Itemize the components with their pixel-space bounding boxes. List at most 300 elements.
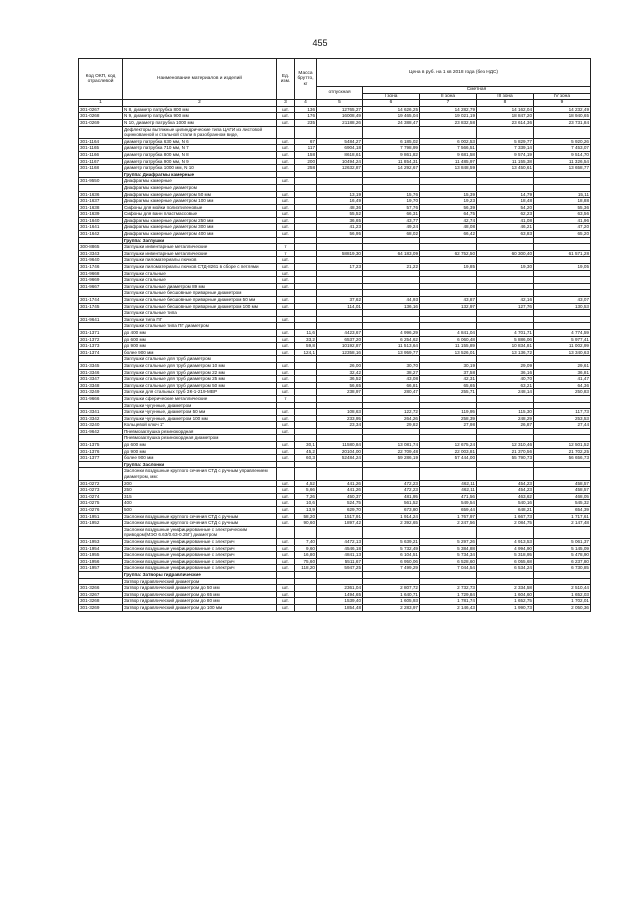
- cell-zone-3: [477, 356, 534, 363]
- cell-mass: [295, 356, 317, 363]
- cell-release-price: 5484,27: [317, 138, 363, 145]
- table-row: [79, 545, 591, 552]
- cell-unit: шт.: [277, 303, 295, 310]
- cell-name: до 400 мм: [123, 329, 277, 336]
- cell-zone-2: [420, 571, 477, 578]
- cell-unit: шт.: [277, 585, 295, 592]
- table-row: [79, 257, 591, 264]
- table-row: [79, 283, 591, 290]
- cell-code: 301-1374: [79, 349, 123, 356]
- cell-unit: шт.: [277, 106, 295, 113]
- cell-mass: [295, 604, 317, 611]
- cell-zone-1: 19,70: [363, 198, 420, 205]
- cell-zone-3: [477, 578, 534, 585]
- cell-zone-2: 462,11: [420, 480, 477, 487]
- cell-release-price: 12765,27: [317, 106, 363, 113]
- cell-code: 301-1746: [79, 264, 123, 271]
- cell-release-price: 21188,26: [317, 119, 363, 126]
- cell-zone-2: 1 729,84: [420, 591, 477, 598]
- cell-unit: [277, 323, 295, 330]
- cell-zone-4: [534, 290, 591, 297]
- cell-mass: 59,8: [295, 343, 317, 350]
- table-row: [79, 145, 591, 152]
- table-row: [79, 389, 591, 396]
- price-table: [78, 58, 591, 612]
- cell-code: 301-3346: [79, 369, 123, 376]
- cell-zone-3: 42,16: [477, 297, 534, 304]
- cell-zone-2: 42,31: [420, 376, 477, 383]
- cell-unit: шт.: [277, 500, 295, 507]
- cell-name: Сифоны для ванн пластмассовые: [123, 211, 277, 218]
- column-numbers-row: [79, 100, 591, 107]
- table-row: [79, 270, 591, 277]
- cell-zone-3: 6 055,68: [477, 558, 534, 565]
- cell-code: 301-0267: [79, 106, 123, 113]
- cell-zone-1: [363, 244, 420, 251]
- cell-zone-2: 6 528,60: [420, 558, 477, 565]
- cell-zone-3: 18 847,20: [477, 113, 534, 120]
- cell-zone-1: 5 732,49: [363, 545, 420, 552]
- cell-code: [79, 526, 123, 538]
- cell-unit: шт.: [277, 415, 295, 422]
- cell-mass: [295, 598, 317, 605]
- cell-zone-1: 136,16: [363, 303, 420, 310]
- cell-zone-2: 5 734,34: [420, 552, 477, 559]
- col-num: 5: [317, 100, 363, 107]
- cell-zone-4: 64,36: [534, 382, 591, 389]
- cell-zone-1: 673,80: [363, 507, 420, 514]
- cell-mass: [295, 191, 317, 198]
- col-num: 1: [79, 100, 123, 107]
- cell-zone-2: 549,54: [420, 500, 477, 507]
- table-row: [79, 191, 591, 198]
- cell-zone-4: 2 510,44: [534, 585, 591, 592]
- cell-zone-3: 127,76: [477, 303, 534, 310]
- cell-name: Заслонки воздушные унифицированные с электрическим приводом(МЭО 6.63/0.63-0.25Г) диаметром: [123, 526, 277, 538]
- cell-zone-2: 5 384,88: [420, 545, 477, 552]
- cell-zone-2: 119,95: [420, 409, 477, 416]
- cell-zone-3: [477, 257, 534, 264]
- cell-name: Затвор гидравлический диаметром до 65 мм: [123, 591, 277, 598]
- header-zone-1: I зона: [363, 93, 420, 100]
- cell-release-price: [317, 277, 363, 284]
- cell-name: 315: [123, 493, 277, 500]
- cell-zone-1: [363, 578, 420, 585]
- cell-zone-3: 1 667,73: [477, 513, 534, 520]
- col-num: 9: [534, 100, 591, 107]
- col-num: 7: [420, 100, 477, 107]
- cell-unit: шт.: [277, 316, 295, 323]
- cell-unit: шт.: [277, 119, 295, 126]
- cell-release-price: 1854,48: [317, 604, 363, 611]
- table-row: [79, 376, 591, 383]
- cell-zone-3: 11 155,38: [477, 158, 534, 165]
- cell-zone-2: 66,42: [420, 231, 477, 238]
- table-row: [79, 552, 591, 559]
- cell-name: более 900 мм: [123, 455, 277, 462]
- table-row: [79, 316, 591, 323]
- cell-mass: [295, 468, 317, 480]
- cell-zone-2: 7 044,54: [420, 565, 477, 572]
- cell-zone-3: [477, 402, 534, 409]
- cell-zone-3: [477, 435, 534, 442]
- cell-zone-2: 64,75: [420, 211, 477, 218]
- cell-zone-3: 63,83: [477, 231, 534, 238]
- cell-zone-3: [477, 178, 534, 185]
- cell-zone-3: [477, 237, 534, 244]
- cell-zone-3: 62,23: [477, 211, 534, 218]
- col-num: 8: [477, 100, 534, 107]
- cell-name: диаметр патрубка 710 мм, N 7: [123, 145, 277, 152]
- cell-zone-3: 41,08: [477, 217, 534, 224]
- cell-zone-2: 43,87: [420, 297, 477, 304]
- cell-zone-3: 13 450,61: [477, 165, 534, 172]
- table-row: [79, 343, 591, 350]
- cell-unit: шт.: [277, 448, 295, 455]
- cell-zone-1: 13 959,77: [363, 349, 420, 356]
- cell-name: N 10, диаметр патрубка 1000 мм: [123, 119, 277, 126]
- cell-zone-1: [363, 126, 420, 138]
- cell-zone-4: 2 147,48: [534, 520, 591, 527]
- cell-zone-4: [534, 178, 591, 185]
- cell-zone-1: [363, 402, 420, 409]
- cell-release-price: 55,52: [317, 211, 363, 218]
- cell-release-price: 32,42: [317, 369, 363, 376]
- cell-name: Затвор гидравлический диаметром до 100 мм: [123, 604, 277, 611]
- cell-zone-4: 545,32: [534, 500, 591, 507]
- cell-release-price: [317, 171, 363, 178]
- cell-code: 301-0268: [79, 113, 123, 120]
- cell-zone-1: 481,95: [363, 493, 420, 500]
- cell-zone-4: [534, 526, 591, 538]
- cell-name: Заглушки стальные для труб диаметром 25 мм: [123, 376, 277, 383]
- cell-zone-1: [363, 290, 420, 297]
- cell-mass: 200: [295, 158, 317, 165]
- cell-zone-4: [534, 257, 591, 264]
- cell-unit: шт.: [277, 283, 295, 290]
- cell-mass: [295, 382, 317, 389]
- cell-unit: шт.: [277, 376, 295, 383]
- table-row: [79, 558, 591, 565]
- cell-zone-3: 1 652,75: [477, 598, 534, 605]
- cell-unit: шт.: [277, 151, 295, 158]
- header-zone-4: IV зона: [534, 93, 591, 100]
- cell-release-price: [317, 526, 363, 538]
- cell-name: более 900 мм: [123, 349, 277, 356]
- cell-zone-1: 29,82: [363, 422, 420, 429]
- cell-zone-4: 18,88: [534, 198, 591, 205]
- cell-zone-3: 454,23: [477, 480, 534, 487]
- cell-code: [79, 184, 123, 191]
- header-zone-2: II зона: [420, 93, 477, 100]
- cell-name: Заглушки чугунные, диаметром 50 мм: [123, 409, 277, 416]
- table-row: [79, 448, 591, 455]
- table-row: [79, 244, 591, 251]
- cell-zone-1: [363, 468, 420, 480]
- cell-zone-3: [477, 571, 534, 578]
- cell-code: 301-1639: [79, 211, 123, 218]
- cell-mass: [295, 323, 317, 330]
- cell-zone-3: 26,87: [477, 422, 534, 429]
- cell-release-price: 441,26: [317, 487, 363, 494]
- cell-zone-4: 1 702,01: [534, 598, 591, 605]
- cell-zone-2: [420, 257, 477, 264]
- cell-zone-1: 66,81: [363, 382, 420, 389]
- cell-code: 301-1953: [79, 538, 123, 545]
- cell-release-price: [317, 578, 363, 585]
- cell-unit: шт.: [277, 257, 295, 264]
- cell-name: Заслонки воздушные круглого сечения СТД с ручным управлением диаметром, мм:: [123, 468, 277, 480]
- cell-zone-1: [363, 526, 420, 538]
- cell-zone-2: 23 832,58: [420, 119, 477, 126]
- cell-name: 250: [123, 487, 277, 494]
- cell-zone-1: 38,27: [363, 369, 420, 376]
- col-num: 3: [277, 100, 295, 107]
- cell-zone-2: 19 021,19: [420, 113, 477, 120]
- cell-mass: [295, 310, 317, 317]
- cell-unit: [277, 461, 295, 468]
- cell-unit: шт.: [277, 552, 295, 559]
- cell-code: 301-9667: [79, 283, 123, 290]
- cell-zone-4: [534, 323, 591, 330]
- cell-mass: [295, 198, 317, 205]
- cell-zone-3: 63,21: [477, 382, 534, 389]
- cell-name: Заглушки стальные для труб диаметром 50 мм: [123, 382, 277, 389]
- cell-mass: [295, 231, 317, 238]
- cell-unit: шт.: [277, 422, 295, 429]
- cell-name: Заслонки воздушные унифицированные с электрич: [123, 538, 277, 545]
- cell-release-price: [317, 178, 363, 185]
- cell-zone-3: 40,70: [477, 376, 534, 383]
- cell-zone-2: 6 002,53: [420, 138, 477, 145]
- cell-code: 301-1638: [79, 204, 123, 211]
- cell-name: Дефлекторы вытяжные цилиндрические типа ЦАГИ из листовой оцинкованной и стальной стали в разобранном виде,: [123, 126, 277, 138]
- cell-zone-3: 540,16: [477, 500, 534, 507]
- cell-mass: [295, 316, 317, 323]
- cell-zone-2: [420, 395, 477, 402]
- table-row: [79, 106, 591, 113]
- cell-zone-3: [477, 277, 534, 284]
- cell-code: 301-3249: [79, 389, 123, 396]
- cell-release-price: 108,63: [317, 409, 363, 416]
- cell-zone-1: 24 388,47: [363, 119, 420, 126]
- table-row: [79, 402, 591, 409]
- cell-release-price: 37,62: [317, 297, 363, 304]
- cell-release-price: 6537,20: [317, 336, 363, 343]
- cell-unit: шт.: [277, 349, 295, 356]
- cell-mass: 33,2: [295, 336, 317, 343]
- cell-release-price: 16,49: [317, 198, 363, 205]
- cell-unit: шт.: [277, 191, 295, 198]
- cell-name: Заглушки для стальных труб ЗК-1-219-МВР: [123, 389, 277, 396]
- cell-unit: т: [277, 395, 295, 402]
- cell-zone-1: [363, 316, 420, 323]
- cell-zone-4: 5 920,26: [534, 138, 591, 145]
- cell-release-price: 4423,67: [317, 329, 363, 336]
- cell-code: 301-3266: [79, 585, 123, 592]
- cell-unit: [277, 171, 295, 178]
- cell-zone-1: [363, 257, 420, 264]
- cell-unit: шт.: [277, 428, 295, 435]
- table-row: [79, 598, 591, 605]
- cell-zone-4: [534, 184, 591, 191]
- cell-unit: шт.: [277, 231, 295, 238]
- cell-unit: [277, 578, 295, 585]
- cell-zone-1: 68,02: [363, 231, 420, 238]
- cell-release-price: 5511,67: [317, 558, 363, 565]
- cell-code: [79, 578, 123, 585]
- table-row: [79, 585, 591, 592]
- cell-zone-1: 6 104,51: [363, 552, 420, 559]
- cell-zone-1: 59 286,19: [363, 455, 420, 462]
- cell-release-price: 524,75: [317, 500, 363, 507]
- cell-unit: т: [277, 244, 295, 251]
- cell-zone-2: 4 841,04: [420, 329, 477, 336]
- cell-code: 301-1957: [79, 565, 123, 572]
- table-row: [79, 178, 591, 185]
- cell-mass: [295, 270, 317, 277]
- cell-mass: [295, 171, 317, 178]
- cell-zone-3: [477, 270, 534, 277]
- cell-zone-3: 9 574,19: [477, 151, 534, 158]
- cell-unit: шт.: [277, 145, 295, 152]
- cell-mass: 58,20: [295, 513, 317, 520]
- cell-zone-2: [420, 184, 477, 191]
- cell-name: Заглушки стальные бесшовные приварные диаметром: [123, 290, 277, 297]
- cell-unit: шт.: [277, 158, 295, 165]
- cell-mass: 9,60: [295, 545, 317, 552]
- table-row: [79, 565, 591, 572]
- cell-code: 301-3268: [79, 598, 123, 605]
- header-zone-3: III зона: [477, 93, 534, 100]
- table-row: [79, 204, 591, 211]
- cell-mass: [295, 237, 317, 244]
- cell-zone-3: 23 614,36: [477, 119, 534, 126]
- table-row: [79, 250, 591, 257]
- header-release: отпускная: [317, 87, 363, 100]
- cell-zone-3: 4 913,53: [477, 538, 534, 545]
- cell-name: Заслонки воздушные унифицированные с электрич: [123, 545, 277, 552]
- cell-zone-2: 1 767,97: [420, 513, 477, 520]
- header-code: Код ОКП, код отраслевой: [79, 59, 123, 100]
- cell-code: 301-3341: [79, 409, 123, 416]
- cell-zone-4: 11 002,99: [534, 343, 591, 350]
- cell-release-price: 36,65: [317, 217, 363, 224]
- page-number: 455: [312, 38, 328, 48]
- cell-zone-1: 1 914,24: [363, 513, 420, 520]
- cell-zone-2: [420, 277, 477, 284]
- cell-mass: 7,40: [295, 538, 317, 545]
- cell-zone-4: 29,61: [534, 362, 591, 369]
- cell-zone-1: 43,77: [363, 217, 420, 224]
- cell-release-price: 1494,65: [317, 591, 363, 598]
- table-row: [79, 290, 591, 297]
- cell-release-price: [317, 395, 363, 402]
- cell-name: Заглушки стальные бесшовные приварные диаметром 50 мм: [123, 297, 277, 304]
- cell-name: 400: [123, 500, 277, 507]
- cell-code: 301-0269: [79, 119, 123, 126]
- cell-zone-3: 21 370,56: [477, 448, 534, 455]
- cell-release-price: [317, 435, 363, 442]
- cell-zone-4: 63,56: [534, 211, 591, 218]
- cell-mass: [295, 591, 317, 598]
- cell-zone-3: 6 534,24: [477, 565, 534, 572]
- cell-zone-3: 55 790,73: [477, 455, 534, 462]
- cell-zone-4: [534, 171, 591, 178]
- cell-zone-4: 23 731,84: [534, 119, 591, 126]
- cell-zone-4: 5 145,09: [534, 545, 591, 552]
- cell-mass: [295, 257, 317, 264]
- cell-mass: [295, 435, 317, 442]
- cell-release-price: 10494,24: [317, 158, 363, 165]
- cell-zone-1: [363, 178, 420, 185]
- cell-zone-2: 48,08: [420, 224, 477, 231]
- cell-code: [79, 461, 123, 468]
- cell-zone-4: 41,47: [534, 376, 591, 383]
- table-row: [79, 571, 591, 578]
- cell-zone-4: 1 652,03: [534, 591, 591, 598]
- cell-release-price: 11580,84: [317, 442, 363, 449]
- cell-release-price: 36,52: [317, 376, 363, 383]
- cell-zone-4: [534, 270, 591, 277]
- cell-code: 301-1164: [79, 138, 123, 145]
- cell-mass: [295, 297, 317, 304]
- cell-zone-2: 19,85: [420, 264, 477, 271]
- cell-zone-1: 64 183,09: [363, 250, 420, 257]
- cell-code: 300-8865: [79, 244, 123, 251]
- cell-mass: 60,3: [295, 455, 317, 462]
- cell-name: Заглушки пиломатериалы лючков СТД-8261 в сборе с петлями: [123, 264, 277, 271]
- table-row: [79, 184, 591, 191]
- cell-unit: шт.: [277, 558, 295, 565]
- table-row: [79, 513, 591, 520]
- cell-zone-3: 463,62: [477, 493, 534, 500]
- cell-name: Пневмозаглушка резинокордная диаметром: [123, 435, 277, 442]
- cell-zone-3: 1 604,60: [477, 591, 534, 598]
- cell-zone-1: 6 254,62: [363, 336, 420, 343]
- cell-zone-4: [534, 461, 591, 468]
- cell-zone-1: [363, 283, 420, 290]
- cell-unit: шт.: [277, 270, 295, 277]
- table-row: [79, 461, 591, 468]
- cell-name: до 900 мм: [123, 343, 277, 350]
- table-row: [79, 310, 591, 317]
- header-price-title: Цена в руб. на 1 кв 2018 года (без НДС): [317, 59, 591, 87]
- cell-name: диаметр патрубка 630 мм, N 6: [123, 138, 277, 145]
- cell-zone-3: 248,29: [477, 415, 534, 422]
- cell-code: [79, 310, 123, 317]
- cell-code: [79, 435, 123, 442]
- cell-zone-4: 2 050,36: [534, 604, 591, 611]
- cell-name: Диафрагмы камерные диаметром 300 мм: [123, 224, 277, 231]
- cell-zone-1: 7 499,29: [363, 565, 420, 572]
- cell-zone-1: 14 626,25: [363, 106, 420, 113]
- cell-zone-2: [420, 290, 477, 297]
- cell-zone-3: 2 084,75: [477, 520, 534, 527]
- cell-zone-4: 36,81: [534, 369, 591, 376]
- cell-code: 301-3348: [79, 382, 123, 389]
- cell-unit: шт.: [277, 591, 295, 598]
- cell-mass: 5,66: [295, 487, 317, 494]
- cell-zone-4: 9 514,70: [534, 151, 591, 158]
- cell-zone-1: 19 465,04: [363, 113, 420, 120]
- table-row: [79, 264, 591, 271]
- cell-release-price: 4841,13: [317, 552, 363, 559]
- cell-zone-4: 61 571,28: [534, 250, 591, 257]
- cell-code: 301-1640: [79, 217, 123, 224]
- table-row: [79, 198, 591, 205]
- cell-name: Заглушки стальные типа: [123, 310, 277, 317]
